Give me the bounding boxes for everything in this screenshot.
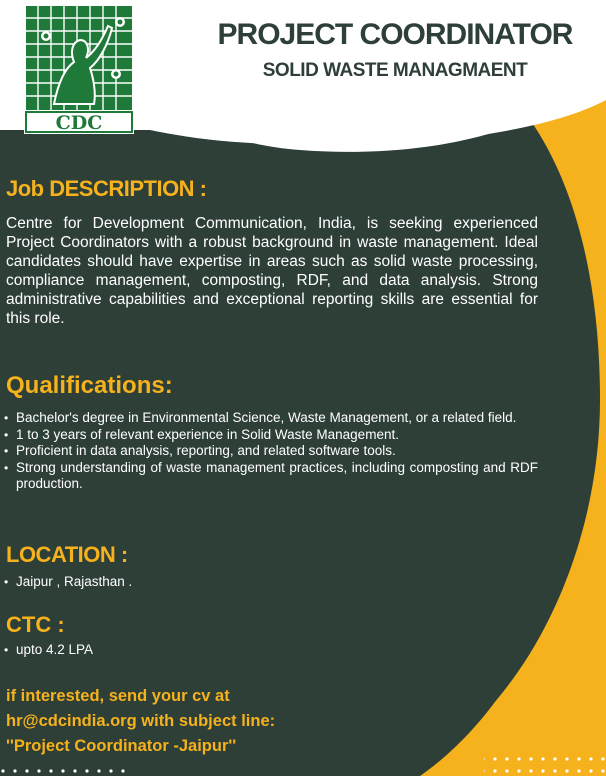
dots-bottom-left <box>0 764 130 776</box>
cta-subject-line: ''Project Coordinator -Jaipur'' <box>6 737 237 755</box>
ctc-list <box>0 642 300 659</box>
list-item <box>0 443 538 460</box>
list-item <box>0 427 538 444</box>
cta-line-1: if interested, send your cv at <box>6 687 230 705</box>
page-title: PROJECT COORDINATOR <box>217 18 573 51</box>
list-item <box>0 642 300 659</box>
bullet-icon: • <box>4 444 9 458</box>
bullet-icon: • <box>4 411 9 425</box>
bullet-icon: • <box>4 643 9 657</box>
list-item <box>0 460 538 493</box>
job-description-heading: Job DESCRIPTION : <box>6 176 207 201</box>
location-heading: LOCATION : <box>6 542 128 567</box>
qualification-text: Proficient in data analysis, reporting, and related software tools. <box>16 443 396 458</box>
location-list <box>0 574 300 591</box>
apply-instructions <box>6 684 426 759</box>
qualifications-list <box>0 410 538 493</box>
job-description-text: Centre for Development Communication, India, is seeking experienced Project Coordinators with a robust background in waste management. Ideal candidates should have expertise in areas such as solid waste processing, compliance management, composting, RDF, and data analysis. Strong administrative capabilities and exceptional reporting skills are essential for this role. <box>6 215 538 327</box>
qualification-text: 1 to 3 years of relevant experience in Solid Waste Management. <box>16 426 399 442</box>
list-item <box>0 410 538 427</box>
svg-text:CDC: CDC <box>55 112 103 134</box>
ctc-text: upto 4.2 LPA <box>16 642 94 657</box>
page-subtitle: SOLID WASTE MANAGMAENT <box>262 60 528 81</box>
dots-bottom-right <box>484 752 606 776</box>
bullet-icon: • <box>4 575 9 589</box>
cdc-logo-icon <box>24 4 134 134</box>
qualification-text: Bachelor's degree in Environmental Science, Waste Management, or a related field. <box>16 410 517 425</box>
ctc-heading: CTC : <box>6 612 65 637</box>
location-text: Jaipur , Rajasthan . <box>16 574 133 589</box>
list-item <box>0 574 300 591</box>
qualification-text: Strong understanding of waste management practices, including composting and RDF production. <box>16 459 538 491</box>
bullet-icon: • <box>4 427 9 442</box>
qualifications-heading: Qualifications: <box>6 372 173 399</box>
bullet-icon: • <box>4 460 9 475</box>
cta-email-line: hr@cdcindia.org with subject line: <box>6 712 276 730</box>
